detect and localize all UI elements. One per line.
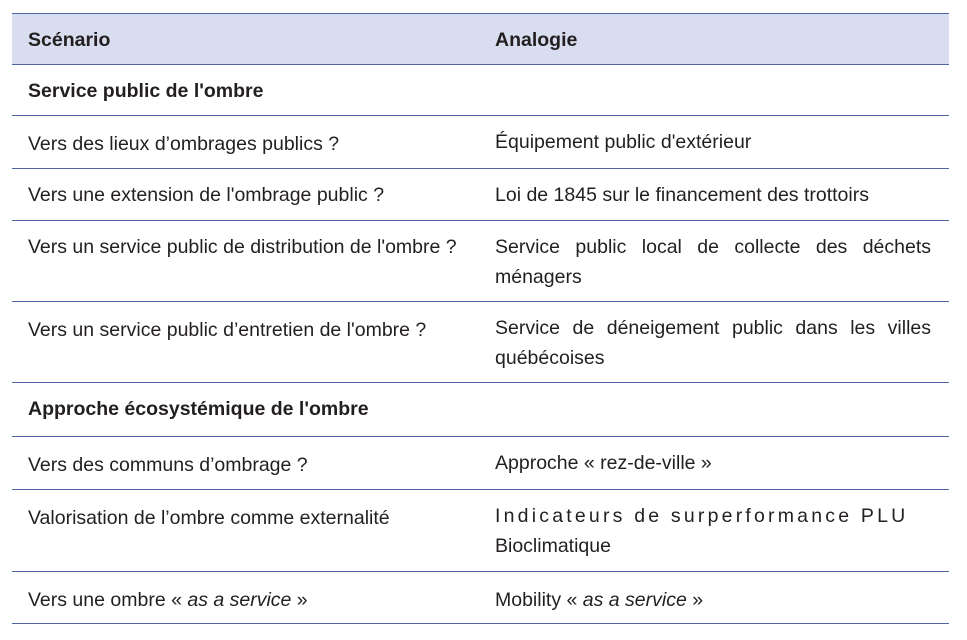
table-row	[12, 169, 949, 221]
analogie-cell: Loi de 1845 sur le financement des trottoirs	[495, 184, 869, 206]
table-row	[12, 437, 949, 490]
text-suffix: »	[686, 589, 704, 611]
italic-text: as a service	[582, 589, 687, 611]
text-prefix: Mobility «	[495, 589, 583, 611]
section-title: Service public de l'ombre	[28, 80, 264, 102]
table-header-row	[12, 13, 949, 65]
scenario-cell: Valorisation de l’ombre comme externalité	[28, 507, 390, 529]
table-row	[12, 572, 949, 624]
scenario-cell	[28, 585, 464, 615]
table-row	[12, 302, 949, 383]
scenario-cell: Vers des lieux d’ombrages publics ?	[28, 133, 340, 155]
table-row	[12, 116, 949, 169]
text-prefix: Vers une ombre «	[28, 589, 188, 611]
scenario-cell: Vers un service public de distribution de l'ombre ?	[28, 236, 457, 258]
scenario-cell: Vers un service public d’entretien de l'ombre ?	[28, 319, 427, 341]
analogie-cell	[495, 501, 931, 561]
scenario-cell: Vers une extension de l'ombrage public ?	[28, 184, 385, 206]
section-title-row	[12, 65, 949, 116]
text-suffix: »	[291, 589, 308, 611]
table-row	[12, 490, 949, 572]
italic-text: as a service	[187, 589, 292, 611]
analogie-cell: Équipement public d'extérieur	[495, 131, 752, 153]
header-analogie: Analogie	[495, 29, 578, 51]
analogie-cell: Approche « rez-de-ville »	[495, 452, 712, 474]
analogie-cell: Service public local de collecte des déchets ménagers	[495, 236, 931, 288]
scenario-analogy-table	[12, 13, 949, 624]
table-row	[12, 221, 949, 302]
analogie-line: Indicateurs de surperformance PLU	[495, 505, 909, 527]
scenario-cell: Vers des communs d’ombrage ?	[28, 454, 308, 476]
analogie-cell: Service de déneigement public dans les villes québécoises	[495, 317, 931, 369]
header-scenario: Scénario	[28, 29, 111, 51]
analogie-cell	[495, 585, 931, 615]
section-title: Approche écosystémique de l'ombre	[28, 398, 369, 420]
analogie-line: Bioclimatique	[495, 535, 611, 557]
section-title-row	[12, 383, 949, 437]
